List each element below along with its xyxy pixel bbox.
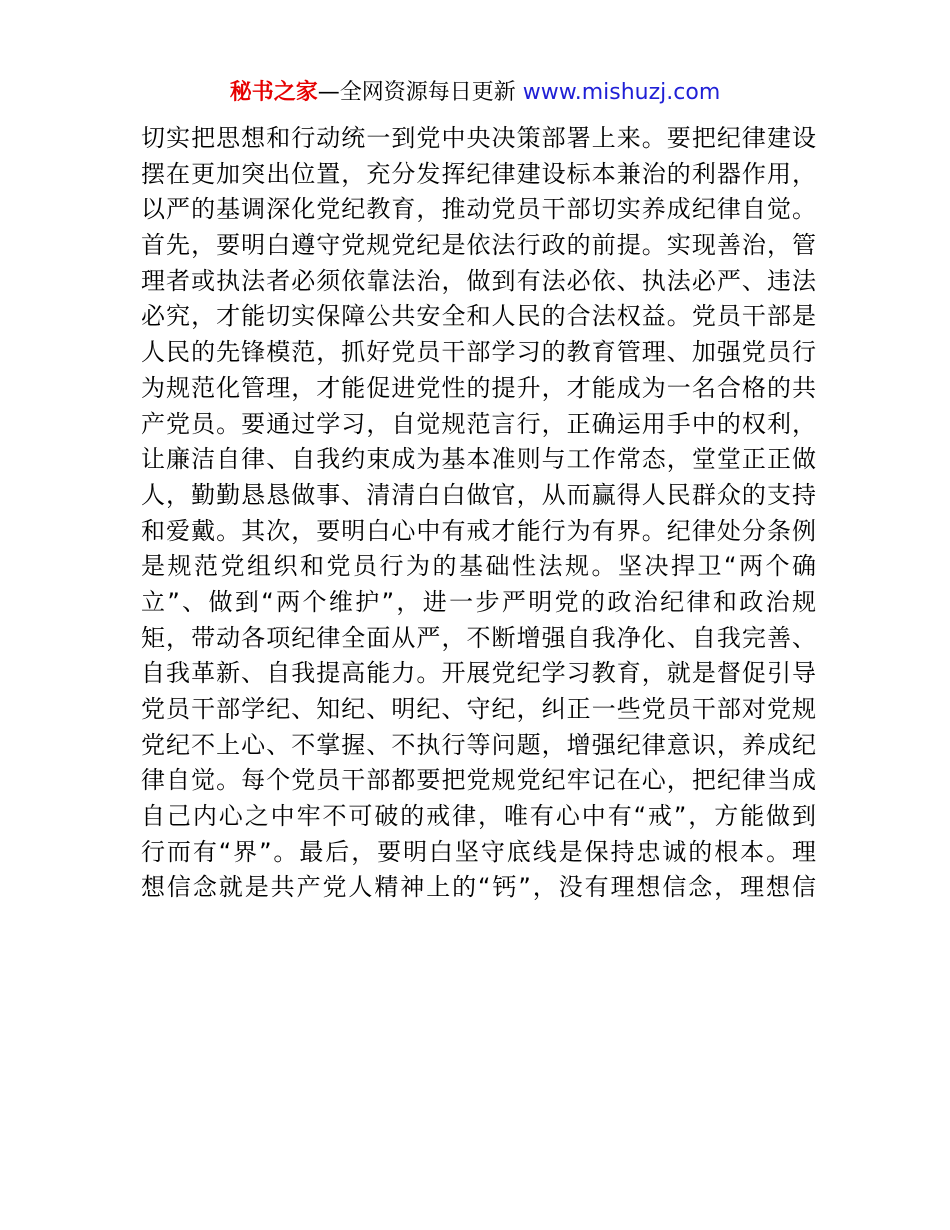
- text-line: 律自觉。每个党员干部都要把党规党纪牢记在心，把纪律当成: [141, 766, 816, 795]
- text-line: 人，勤勤恳恳做事、清清白白做官，从而赢得人民群众的支持: [141, 480, 816, 509]
- text-line: 产党员。要通过学习，自觉规范言行，正确运用手中的权利，: [141, 409, 816, 438]
- text-line: 让廉洁自律、自我约束成为基本准则与工作常态，堂堂正正做: [141, 445, 816, 474]
- text-line: 切实把思想和行动统一到党中央决策部署上来。要把纪律建设: [141, 124, 816, 152]
- document-body: [141, 121, 816, 906]
- text-line: 党纪不上心、不掌握、不执行等问题，增强纪律意识，养成纪: [141, 730, 816, 759]
- text-line: 摆在更加突出位置，充分发挥纪律建设标本兼治的利器作用，: [141, 159, 816, 188]
- text-line: 自我革新、自我提高能力。开展党纪学习教育，就是督促引导: [141, 659, 816, 688]
- text-line: 为规范化管理，才能促进党性的提升，才能成为一名合格的共: [141, 373, 816, 402]
- text-line: 立”、做到“两个维护”，进一步严明党的政治纪律和政治规: [141, 587, 816, 616]
- text-line: 必究，才能切实保障公共安全和人民的合法权益。党员干部是: [141, 302, 816, 331]
- site-url-link[interactable]: www.mishuzj.com: [522, 80, 721, 105]
- text-line: 和爱戴。其次，要明白心中有戒才能行为有界。纪律处分条例: [141, 516, 816, 545]
- text-line: 想信念就是共产党人精神上的“钙”，没有理想信念，理想信: [141, 873, 816, 902]
- text-line: 以严的基调深化党纪教育，推动党员干部切实养成纪律自觉。: [141, 195, 816, 224]
- header-tagline: —全网资源每日更新: [317, 80, 523, 105]
- text-line: 矩，带动各项纪律全面从严，不断增强自我净化、自我完善、: [141, 623, 816, 652]
- site-header: [0, 78, 950, 108]
- text-line: 党员干部学纪、知纪、明纪、守纪，纠正一些党员干部对党规: [141, 695, 816, 723]
- text-line: 首先，要明白遵守党规党纪是依法行政的前提。实现善治，管: [141, 231, 816, 260]
- text-line: 行而有“界”。最后，要明白坚守底线是保持忠诚的根本。理: [141, 837, 816, 866]
- text-line: 是规范党组织和党员行为的基础性法规。坚决捍卫“两个确: [141, 552, 816, 581]
- brand-name: 秘书之家: [229, 80, 318, 105]
- text-line: 人民的先锋模范，抓好党员干部学习的教育管理、加强党员行: [141, 338, 816, 367]
- text-line: 理者或执法者必须依靠法治，做到有法必依、执法必严、违法: [141, 266, 816, 295]
- text-line: 自己内心之中牢不可破的戒律，唯有心中有“戒”，方能做到: [141, 802, 816, 831]
